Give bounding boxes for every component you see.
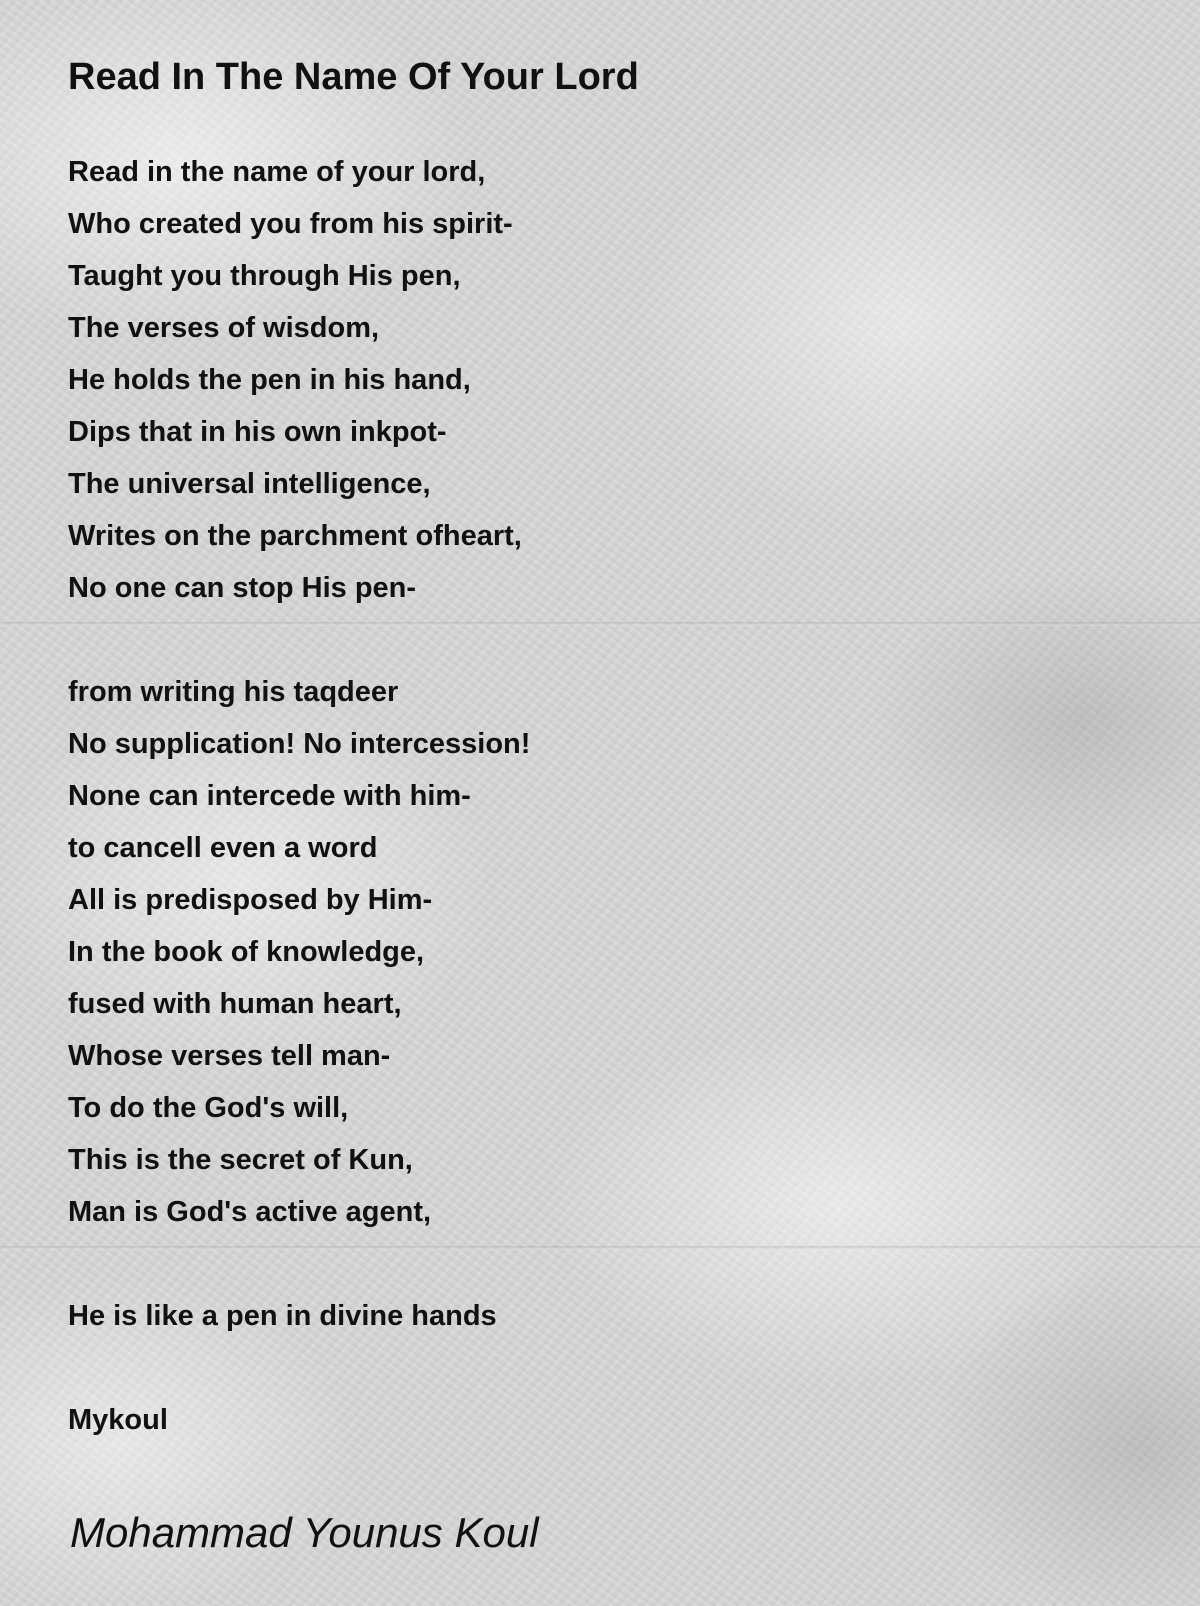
poem-stanza <box>68 146 1148 614</box>
poem-line: None can intercede with him- <box>68 780 471 812</box>
poem-title: Read In The Name Of Your Lord <box>68 56 639 98</box>
poem-line: from writing his taqdeer <box>68 676 399 708</box>
poem-line: To do the God's will, <box>68 1092 349 1124</box>
poem-line: No one can stop His pen- <box>68 572 417 604</box>
poem-stanza <box>68 1394 1148 1446</box>
stanza-gap <box>68 1238 1148 1290</box>
stanza-gap <box>68 1342 1148 1394</box>
poem-stanza <box>68 1290 1148 1342</box>
poem-line: Read in the name of your lord, <box>68 156 486 188</box>
poem-line: Whose verses tell man- <box>68 1040 391 1072</box>
poem-body <box>68 146 1148 1446</box>
poem-stanza <box>68 666 1148 1238</box>
poem-line: Man is God's active agent, <box>68 1196 432 1228</box>
stanza-gap <box>68 614 1148 666</box>
poem-signoff: Mykoul <box>68 1404 168 1436</box>
poem-line: Who created you from his spirit- <box>68 208 513 240</box>
poem-line: Writes on the parchment ofheart, <box>68 520 522 552</box>
poem-line: The verses of wisdom, <box>68 312 380 344</box>
poem-line: No supplication! No intercession! <box>68 728 531 760</box>
poem-line: Taught you through His pen, <box>68 260 461 292</box>
poem-page <box>68 50 1148 1446</box>
poem-line: fused with human heart, <box>68 988 402 1020</box>
poem-line: to cancell even a word <box>68 832 378 864</box>
poem-line: This is the secret of Kun, <box>68 1144 413 1176</box>
poem-line: All is predisposed by Him- <box>68 884 433 916</box>
poem-line: Dips that in his own inkpot- <box>68 416 447 448</box>
poem-line: He is like a pen in divine hands <box>68 1300 497 1332</box>
poem-author: Mohammad Younus Koul <box>70 1509 539 1556</box>
poem-line: The universal intelligence, <box>68 468 431 500</box>
poem-line: He holds the pen in his hand, <box>68 364 471 396</box>
poem-line: In the book of knowledge, <box>68 936 425 968</box>
